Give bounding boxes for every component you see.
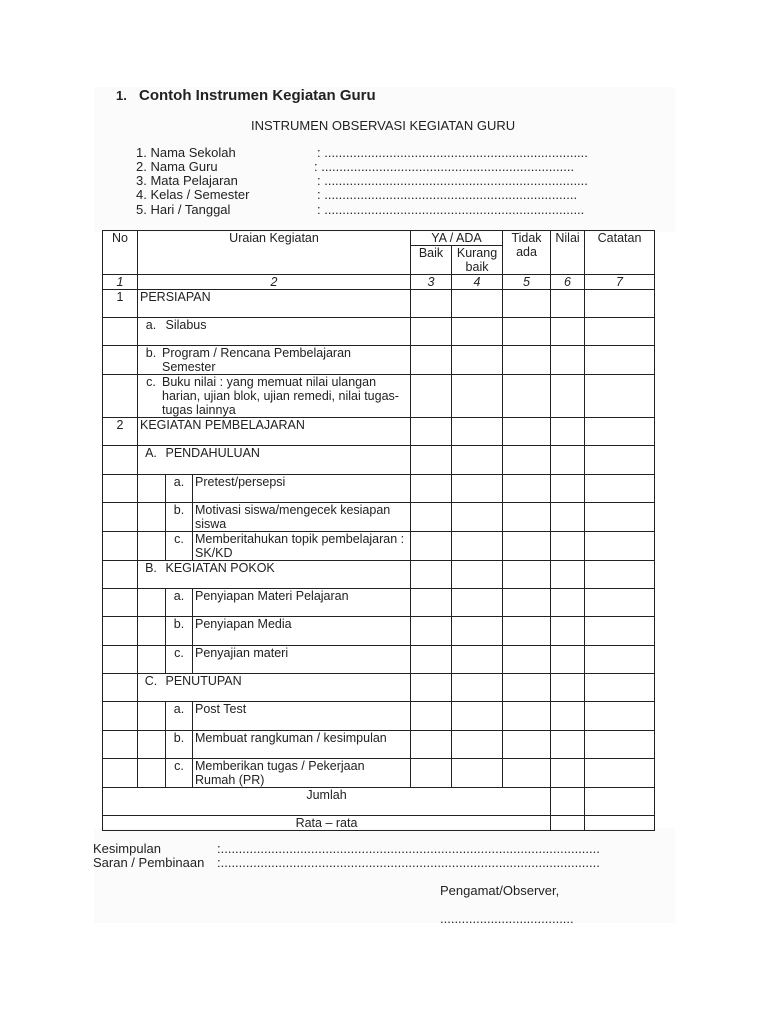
item-text: Buku nilai : yang memuat nilai ulangan harian, ujian blok, ujian remedi, nilai tugas-tugas lainnya [162,375,399,417]
item-text: Post Test [193,702,411,731]
header-kurang-baik: Kurang baik [452,246,503,275]
field-label: 1. Nama Sekolah [136,145,236,160]
subsection-mark: A. [145,446,157,460]
subsection-row [103,446,655,475]
table-row [103,617,655,646]
saran-label: Saran / Pembinaan [93,855,205,870]
header-baik: Baik [411,246,452,275]
header-no: No [103,231,138,275]
column-number: 2 [138,275,411,290]
item-text: Memberikan tugas / Pekerjaan Rumah (PR) [193,759,411,788]
observation-table [102,230,655,831]
section-row [103,290,655,318]
header-nilai: Nilai [551,231,585,275]
table-row [103,318,655,346]
heading-number: 1. [116,88,127,103]
subsection-cell [138,561,411,589]
subsection-title: KEGIATAN POKOK [165,561,275,575]
column-number: 7 [585,275,655,290]
subsection-mark: C. [144,674,158,688]
subsection-mark: B. [145,561,157,575]
item-mark: a. [166,589,193,617]
item-mark: b. [166,617,193,646]
item-text: Penyiapan Media [193,617,411,646]
item-cell [138,375,411,418]
table-row [103,589,655,617]
column-number: 6 [551,275,585,290]
item-cell [138,346,411,375]
item-mark: b. [166,503,193,532]
table-row [103,532,655,561]
number-row [103,275,655,290]
item-mark: b. [166,731,193,759]
kesimpulan-label: Kesimpulan [93,841,161,856]
form-title: INSTRUMEN OBSERVASI KEGIATAN GURU [251,118,516,133]
field-label: 4. Kelas / Semester [136,187,250,202]
section-no: 2 [103,418,138,446]
item-mark: a. [166,475,193,503]
header-uraian: Uraian Kegiatan [138,231,411,275]
field-label: 2. Nama Guru [136,159,218,174]
subsection-cell [138,674,411,702]
saran-value: :......................................................................................................... [217,855,600,870]
field-value: : ...................................................................... [317,187,578,202]
section-row [103,418,655,446]
item-mark: c. [166,759,193,788]
subsection-row [103,561,655,589]
subsection-title: PENDAHULUAN [165,446,260,460]
table-row [103,731,655,759]
table-row [103,375,655,418]
item-mark: a. [145,318,157,332]
table-row [103,646,655,674]
field-value: : ...................................................................... [314,159,575,174]
item-text: Memberitahukan topik pembelajaran : SK/KD [193,532,411,561]
jumlah-row [103,788,655,816]
subsection-cell [138,446,411,475]
table-row [103,503,655,532]
field-value: : ........................................................................ [317,202,585,217]
table-row [103,759,655,788]
item-text: Program / Rencana Pembelajaran Semester [162,346,351,374]
table-row [103,475,655,503]
section-title: PERSIAPAN [138,290,411,318]
field-value: : ......................................................................... [317,173,588,188]
header-ya-ada: YA / ADA [411,231,503,246]
field-label: 3. Mata Pelajaran [136,173,238,188]
field-label: 5. Hari / Tanggal [136,202,231,217]
item-text: Penyiapan Materi Pelajaran [193,589,411,617]
table-row [103,702,655,731]
item-cell [138,318,411,346]
subsection-title: PENUTUPAN [165,674,242,688]
item-text: Motivasi siswa/mengecek kesiapan siswa [193,503,411,532]
item-text: Silabus [165,318,207,332]
item-mark: c. [166,646,193,674]
jumlah-label: Jumlah [103,788,551,816]
item-text: Membuat rangkuman / kesimpulan [193,731,411,759]
column-number: 5 [503,275,551,290]
section-no: 1 [103,290,138,318]
item-text: Penyajian materi [193,646,411,674]
subsection-row [103,674,655,702]
observer-signature-line: ..................................... [440,911,574,926]
section-title: KEGIATAN PEMBELAJARAN [138,418,411,446]
header-row [103,231,655,246]
item-mark: b. [145,346,157,360]
table-row [103,346,655,375]
item-mark: c. [166,532,193,561]
rata-rata-label: Rata – rata [103,816,551,831]
heading-title: Contoh Instrumen Kegiatan Guru [139,87,376,104]
rata-rata-row [103,816,655,831]
column-number: 4 [452,275,503,290]
column-number: 3 [411,275,452,290]
column-number: 1 [103,275,138,290]
header-catatan: Catatan [585,231,655,275]
kesimpulan-value: :......................................................................................................... [217,841,600,856]
item-mark: a. [166,702,193,731]
field-value: : ......................................................................... [317,145,588,160]
item-text: Pretest/persepsi [193,475,411,503]
header-tidak-ada: Tidak ada [503,231,551,275]
item-mark: c. [146,375,156,389]
observer-label: Pengamat/Observer, [440,883,560,898]
